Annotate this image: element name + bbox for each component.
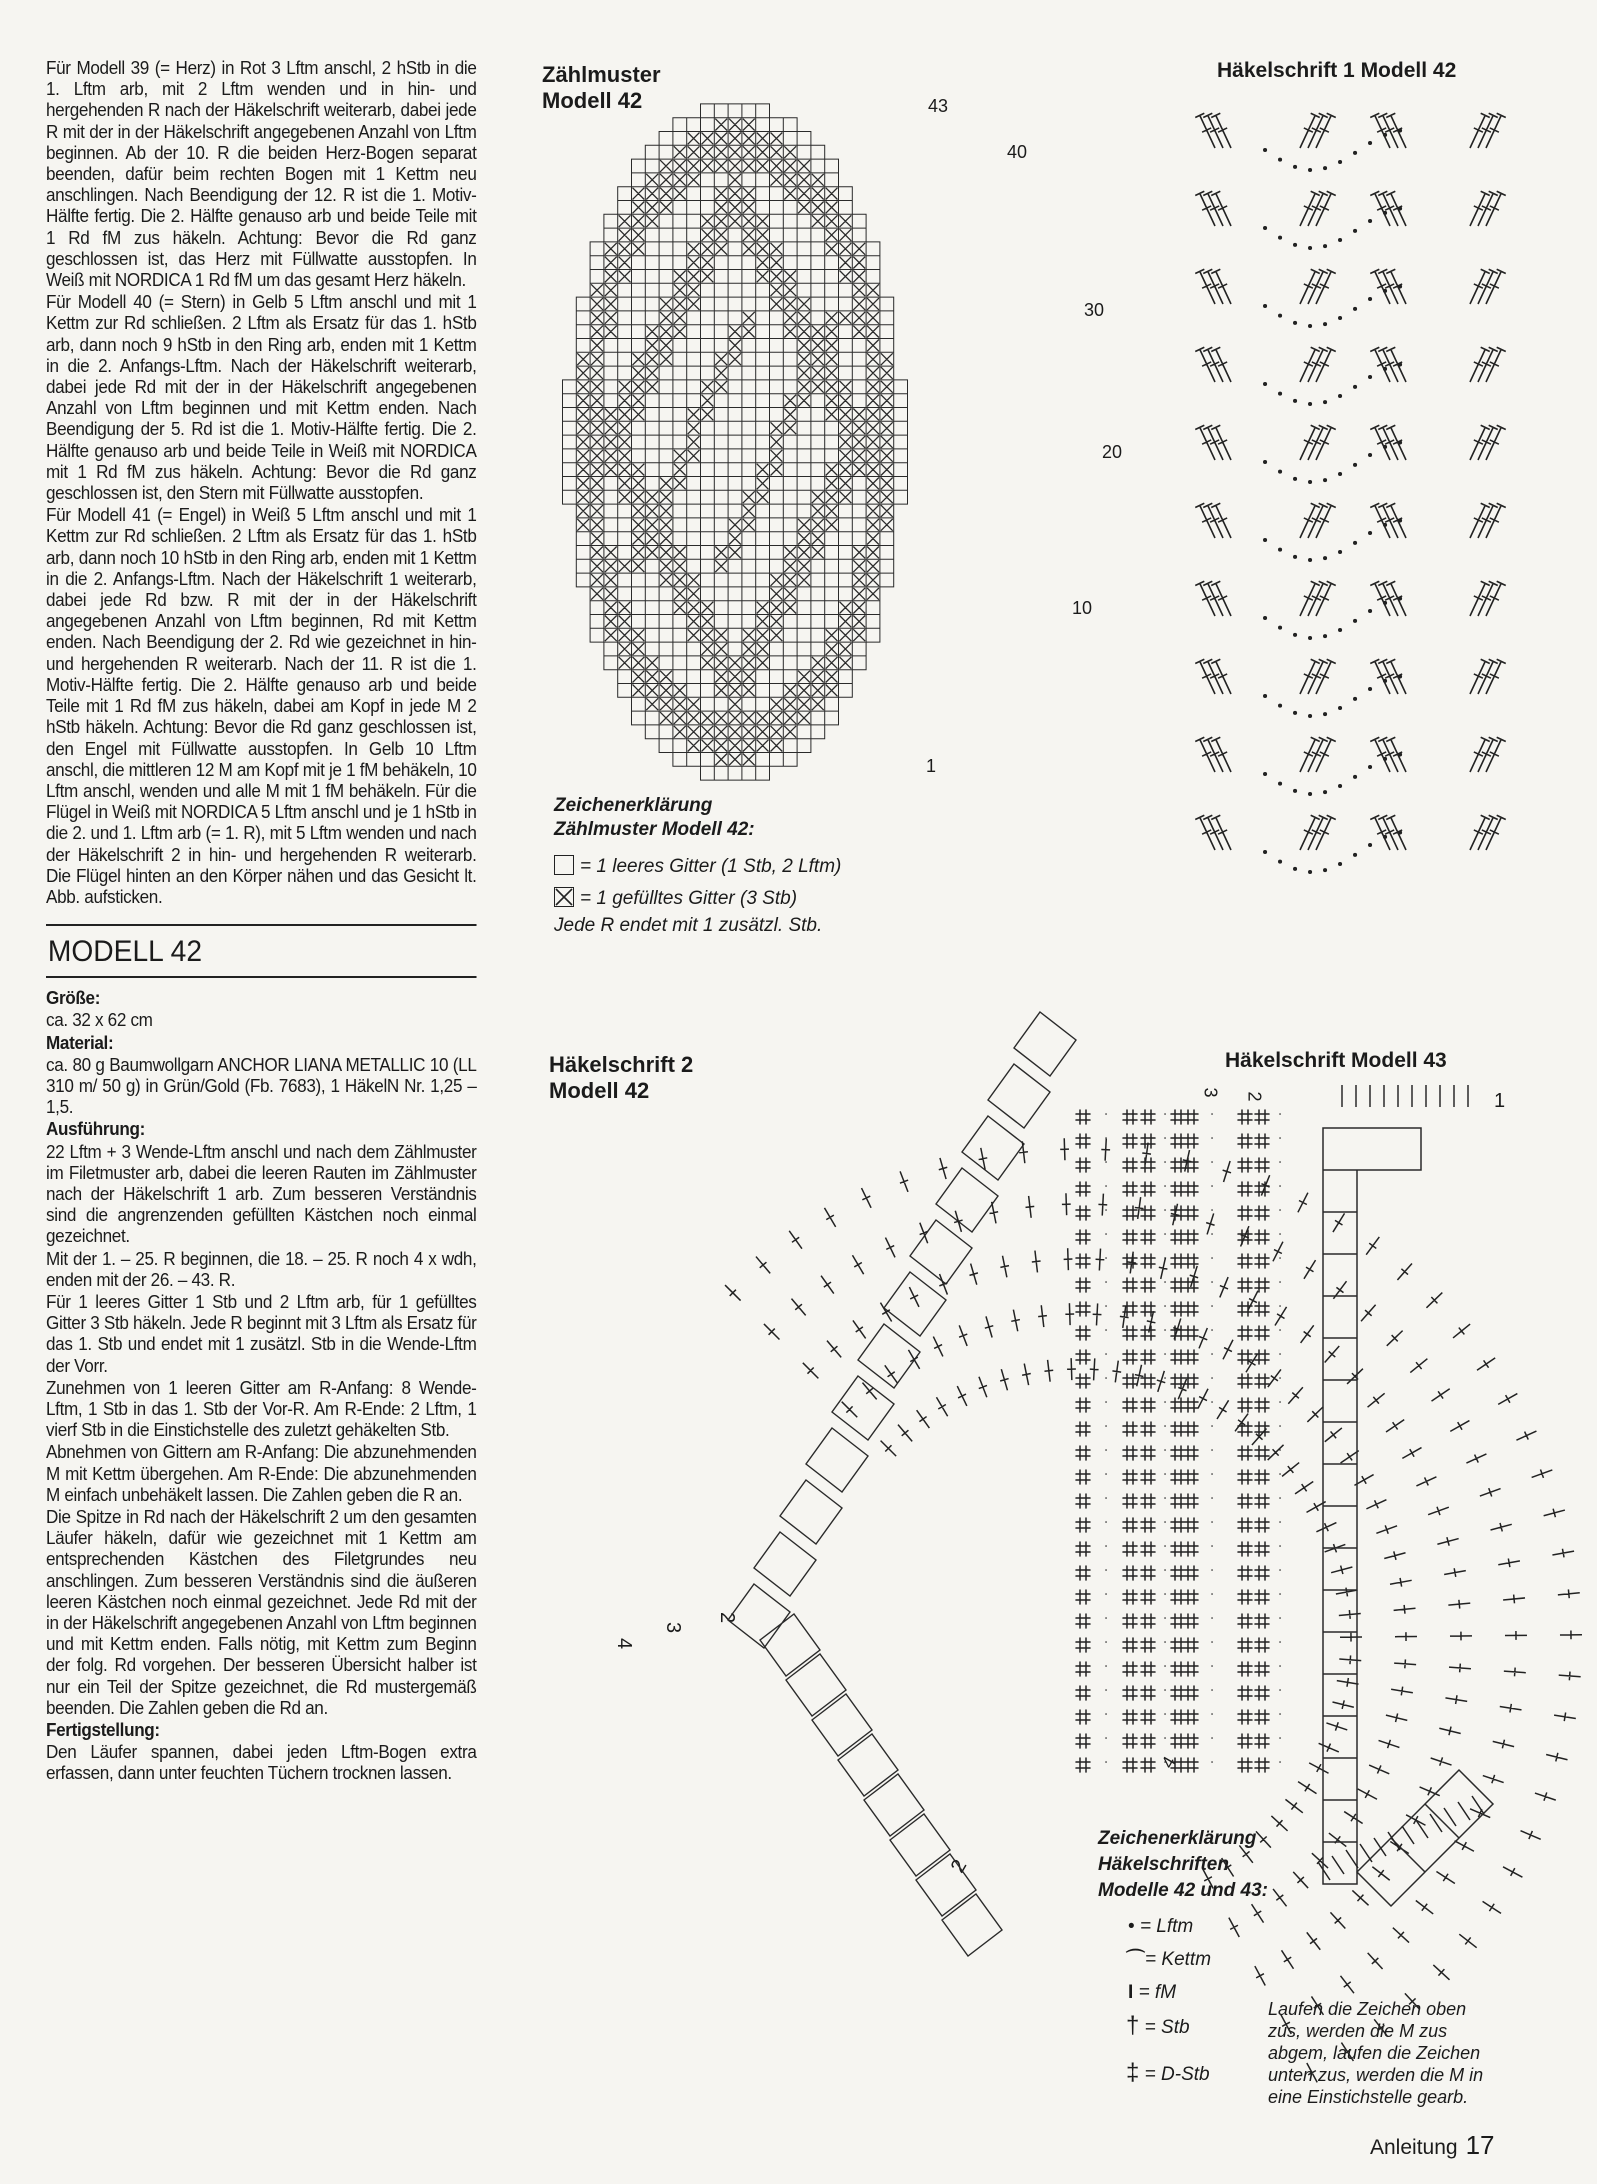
execution-text-1: 22 Lftm + 3 Wende-Lftm anschl und nach dem Zählmuster im Filetmuster arb, dabei die leeren Rauten im Zählmuster nach der Häkelschrift 1 arb. Zum besseren Verständnis sind die angrenzenden gefüllten Kästchen noch einmal gezeichnet. xyxy=(46,1141,477,1247)
legend-hs-title-3: Modelle 42 und 43: xyxy=(1098,1880,1268,1901)
execution-text-2: Mit der 1. – 25. R beginnen, die 18. – 25. R noch 4 x wdh, enden mit der 26. – 43. R. xyxy=(46,1248,477,1290)
heading-execution: Ausführung: xyxy=(46,1119,145,1140)
haekelschrift-43-title: Häkelschrift Modell 43 xyxy=(1225,1049,1447,1072)
hs2-round-2b: 2 xyxy=(946,1855,972,1877)
row-number-40: 40 xyxy=(1007,142,1028,162)
legend-zaehlmuster-title-1: Zeichenerklärung xyxy=(554,795,713,816)
execution-text-6: Die Spitze in Rd nach der Häkelschrift 2 um den gesamten Läufer häkeln, dafür wie gezeichnet mit 1 Kettm am entsprechenden Kästchen des Filetgrundes neu anschlingen. Zum besseren Verständnis sind die äußeren leeren Kästchen noch einmal gezeichnet. Jede Rd mit der in der Häkelschrift angegebenen Anzahl von Lftm beginnen und mit Kettm enden. Falls nötig, mit Kettm zum Beginn der folg. Rd vorgehen. Der besseren Übersicht halber ist nur ein Teil der Spitze gezeichnet, die Rd mustergemäß beenden. Die Zahlen geben die Rd an. xyxy=(46,1507,477,1718)
legend-lftm-text: = Lftm xyxy=(1139,1916,1194,1937)
zaehlmuster-title-line-1: Zählmuster xyxy=(542,62,661,87)
row-number-20: 20 xyxy=(1102,442,1123,462)
haekelschrift-2-title-line-1: Häkelschrift 2 xyxy=(549,1052,694,1077)
treble-crochet-icon: ‡ xyxy=(1126,2059,1140,2086)
filet-grid-chart xyxy=(563,104,908,780)
legend-hs-title-1: Zeichenerklärung xyxy=(1098,1828,1257,1849)
slip-stitch-icon: ⌒ xyxy=(1126,1949,1146,1970)
page-number: 17 xyxy=(1465,2130,1495,2160)
paragraph-modell-39: Für Modell 39 (= Herz) in Rot 3 Lftm anschl, 2 hStb in die 1. Lftm arb, mit 2 Lftm wenden und in hin- und hergehenden R nach der Häkelschrift weiterarb, dabei jede R mit der in der Häkelschrift angegebenen Anzahl von Lftm beginnen. Ab der 10. R die beiden Herz-Bogen separat beenden, dafür beim rechten Bogen mit 1 Kettm neu anschlingen. Nach Beendigung der 12. R ist die 1. Motiv-Hälfte fertig. Die 2. Hälfte genauso arb und beide Teile mit 1 Rd fM zus häkeln. Achtung: Bevor die Rd ganz geschlossen ist, das Herz mit Füllwatte ausstopfen. In Weiß mit NORDICA 1 Rd fM um das gesamt Herz häkeln. xyxy=(46,58,477,291)
hs2-round-3: 3 xyxy=(662,1621,685,1634)
paragraph-modell-41: Für Modell 41 (= Engel) in Weiß 5 Lftm anschl und mit 1 Kettm zur Rd schließen. 2 Lftm als Ersatz für das 1. hStb arb, dann noch 10 hStb in den Ring arb, enden mit 1 Kettm in die 2. Anfangs-Lftm. Nach der Häkelschrift 1 weiterarb, dabei jede Rd bzw. R mit der in der Häkelschrift angegebenen Anzahl von Lftm beginnen, Rd mit Kettm enden. Nach Beendigung der 2. Rd wie gezeichnet in hin- und hergehenden R weiterarb. Nach der 11. R ist die 1. Motiv-Hälfte fertig. Die 2. Hälfte genauso arb und beide Teile mit 1 Rd fM zus häkeln, dabei am Kopf in jede M 2 hStb häkeln. Achtung: Bevor die Rd ganz geschlossen ist, den Engel mit Füllwatte ausstopfen. In Gelb 10 Lftm anschl, die mittleren 12 M am Kopf mit je 1 fM behäkeln, 10 Lftm anschl, wenden und alle M mit 1 fM behäkeln. Für die Flügel in Weiß mit NORDICA 5 Lftm anschl und je 1 hStb in die 2. und 1. Lftm arb (= 1. R), mit 5 Lftm wenden und nach der Häkelschrift 2 in hin- und hergehenden R weiterarb. Die Flügel hinten an den Körper nähen und das Gesicht lt. Abb. aufsticken. xyxy=(46,505,477,907)
material-text: ca. 80 g Baumwollgarn ANCHOR LIANA METALLIC 10 (LL 310 m/ 50 g) in Grün/Gold (Fb. 7683), 1 HäkelN Nr. 1,25 – 1,5. xyxy=(46,1054,477,1118)
legend-fm-text: = fM xyxy=(1138,1982,1177,2003)
legend-kettm-text: = Kettm xyxy=(1145,1949,1212,1970)
haekelschrift-2-title-line-2: Modell 42 xyxy=(549,1078,650,1103)
legend-empty-text: = 1 leeres Gitter (1 Stb, 2 Lftm) xyxy=(580,856,842,877)
zaehlmuster-title-line-2: Modell 42 xyxy=(542,88,643,113)
hs43-round-1: 1 xyxy=(1494,1090,1506,1112)
row-number-10: 10 xyxy=(1072,598,1093,618)
hs43-round-2: 2 xyxy=(1244,1091,1265,1102)
size-text: ca. 32 x 62 cm xyxy=(46,1010,153,1031)
execution-text-5: Abnehmen von Gittern am R-Anfang: Die abzunehmenden M mit Kettm übergehen. Am R-Ende: Die abzunehmenden M einfach unbehäkelt lassen. Die Zahlen geben die R an. xyxy=(46,1442,477,1505)
row-number-1: 1 xyxy=(926,756,937,776)
heading-size: Größe: xyxy=(46,988,101,1009)
haekelschrift-2-diagram xyxy=(725,1012,1582,2082)
legend-filled-text: = 1 gefülltes Gitter (3 Stb) xyxy=(580,888,798,909)
legend-dstb-text: = D-Stb xyxy=(1144,2064,1210,2085)
single-crochet-icon: I xyxy=(1128,1982,1134,2003)
row-number-30: 30 xyxy=(1084,300,1105,320)
paragraph-modell-40: Für Modell 40 (= Stern) in Gelb 5 Lftm anschl und mit 1 Kettm zur Rd schließen. 2 Lftm als Ersatz für das 1. hStb arb, dann noch 9 hStb in den Ring arb, enden mit 1 Kettm in die 2. Anfangs-Lftm. Nach der Häkelschrift weiterarb, dabei jede Rd mit der in der Häkelschrift angegebenen Anzahl von Lftm beginnen und mit Kettm enden. Nach Beendigung der 5. Rd ist die 1. Motiv-Hälfte fertig. Die 2. Hälfte genauso arb und beide Teile in Weiß mit NORDICA mit 1 Rd fM zus häkeln. Achtung: Bevor die Rd ganz geschlossen ist, den Stern mit Füllwatte ausstopfen. xyxy=(46,292,477,504)
heading-material: Material: xyxy=(46,1032,114,1053)
row-number-43: 43 xyxy=(928,96,949,116)
double-crochet-icon: † xyxy=(1126,2012,1140,2039)
legend-zaehlmuster-note: Jede R endet mit 1 zusätzl. Stb. xyxy=(554,915,823,936)
footer-label: Anleitung xyxy=(1370,2136,1458,2159)
legend-note: Laufen die Zeichen oben zus, werden die M zus abgem, laufen die Zeichen unten zus, werden die M in eine Einstichstelle gearb. xyxy=(1268,1999,1484,2107)
hs2-round-4: 4 xyxy=(613,1637,636,1650)
finishing-text: Den Läufer spannen, dabei jeden Lftm-Bogen extra erfassen, dann unter feuchten Tüchern trocknen lassen. xyxy=(46,1742,477,1784)
execution-text-4: Zunehmen von 1 leeren Gitter am R-Anfang: 8 Wende-Lftm, 1 Stb in das 1. Stb der Vor-R. Am R-Ende: 2 Lftm, 1 vierf Stb in die Einstichstelle des zuletzt gehäkelten Stb. xyxy=(46,1377,477,1441)
section-title: MODELL 42 xyxy=(47,935,203,969)
haekelschrift-1-title: Häkelschrift 1 Modell 42 xyxy=(1217,59,1457,82)
execution-text-3: Für 1 leeres Gitter 1 Stb und 2 Lftm arb, für 1 gefülltes Gitter 3 Stb häkeln. Jede R beginnt mit 3 Lftm als Ersatz für das 1. Stb und endet mit 1 zusätzl. Stb in die Wende-Lftm der Vorr. xyxy=(46,1291,477,1376)
legend-hs-title-2: Häkelschriften xyxy=(1098,1854,1229,1875)
hs2-round-2a: 2 xyxy=(716,1611,739,1624)
hs43-round-4: 4 xyxy=(1157,1752,1180,1772)
legend-stb-text: = Stb xyxy=(1144,2017,1190,2038)
hs43-round-3: 3 xyxy=(1200,1087,1221,1098)
haekelschrift-1-diagram xyxy=(1195,113,1505,872)
legend-zaehlmuster-title-2: Zählmuster Modell 42: xyxy=(554,819,755,840)
heading-finishing: Fertigstellung: xyxy=(46,1720,160,1741)
chain-stitch-icon: • xyxy=(1128,1916,1135,1937)
